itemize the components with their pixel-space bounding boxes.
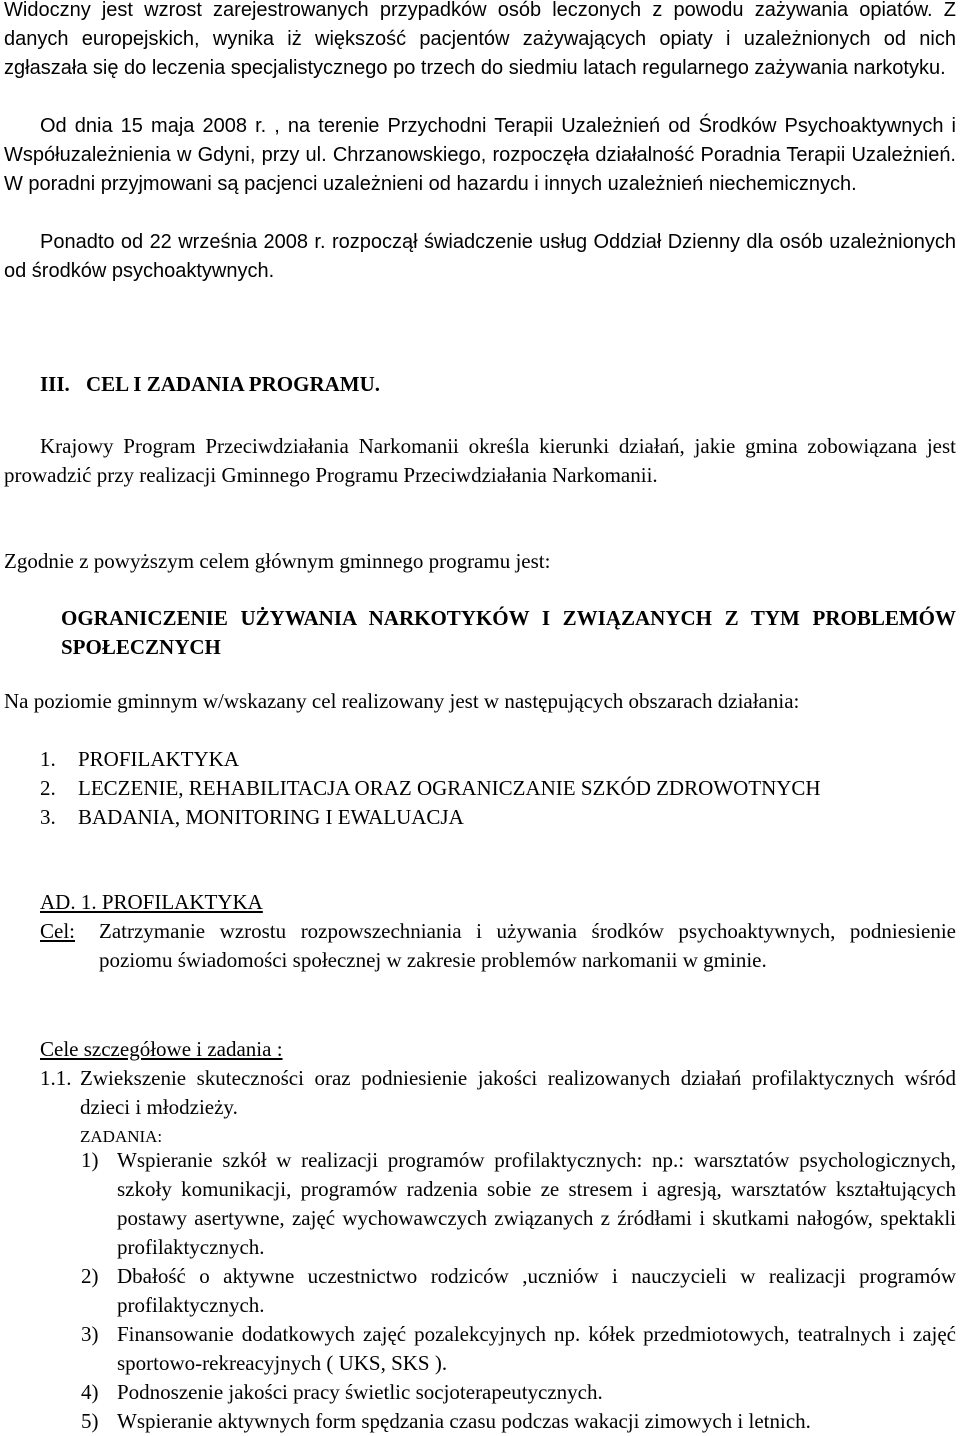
list-item: 2) Dbałość o aktywne uczestnictwo rodziców ,uczniów i nauczycieli w realizacji programów profilaktycznych.: [81, 1264, 956, 1317]
section-paragraph-1: Krajowy Program Przeciwdziałania Narkomanii określa kierunki działań, jakie gmina zobowiązana jest prowadzić przy realizacji Gminnego Programu Przeciwdziałania Narkomanii.: [4, 434, 956, 487]
specific-goal-number: 1.1.: [40, 1066, 72, 1090]
areas-list: [4, 745, 821, 832]
goal-text: Zatrzymanie wzrostu rozpowszechniania i używania środków psychoaktywnych, podniesienie poziomu świadomości społecznej w zakresie problemów narkomanii w gminie.: [99, 919, 956, 972]
areas-intro: Na poziomie gminnym w/wskazany cel realizowany jest w następujących obszarach działania:: [4, 689, 800, 713]
list-item: 1. PROFILAKTYKA: [40, 747, 240, 771]
intro-paragraph-1: Widoczny jest wzrost zarejestrowanych przypadków osób leczonych z powodu zażywania opiatów. Z danych europejskich, wynika iż większość pacjentów zażywających opiaty i uzależnionych od nich zgłaszała się do leczenia specjalistycznego po trzech do siedmiu latach regularnego zażywania narkotyku.: [4, 0, 956, 79]
section-number: III.: [40, 372, 70, 396]
specific-goal-text: Zwiekszenie skuteczności oraz podniesienie jakości realizowanych działań profilaktycznych wśród dzieci i młodzieży.: [80, 1066, 956, 1119]
section-heading: [40, 370, 380, 399]
list-item: 3. BADANIA, MONITORING I EWALUACJA: [40, 805, 464, 829]
list-item: 1) Wspieranie szkół w realizacji programów profilaktycznych: np.: warsztatów psychologicznych, szkoły komunikacji, programów radzenia sobie ze stresem i agresją, warsztatów kształtujących postawy asertywne, zajęć wychowawczych związanych z źródłami i skutkami nałogów, spektakli profilaktycznych.: [81, 1148, 956, 1259]
list-item: 2. LECZENIE, REHABILITACJA ORAZ OGRANICZANIE SZKÓD ZDROWOTNYCH: [40, 776, 821, 800]
intro-paragraph-3: Ponadto od 22 września 2008 r. rozpoczął świadczenie usług Oddział Dzienny dla osób uzależnionych od środków psychoaktywnych.: [4, 231, 956, 282]
tasks-list: [4, 1146, 956, 1436]
tasks-label: ZADANIA:: [80, 1127, 163, 1146]
main-goal: OGRANICZENIE UŻYWANIA NARKOTYKÓW I ZWIĄZANYCH Z TYM PROBLEMÓW SPOŁECZNYCH: [61, 606, 956, 659]
list-item: 5) Wspieranie aktywnych form spędzania czasu podczas wakacji zimowych i letnich.: [81, 1409, 811, 1433]
specific-goals-heading: Cele szczegółowe i zadania :: [40, 1037, 283, 1061]
goal-label: Cel:: [40, 919, 75, 943]
list-item: 4) Podnoszenie jakości pracy świetlic socjoterapeutycznych.: [81, 1380, 603, 1404]
list-item: 3) Finansowanie dodatkowych zajęć pozalekcyjnych np. kółek przedmiotowych, teatralnych i zajęć sportowo-rekreacyjnych ( UKS, SKS ).: [81, 1322, 956, 1375]
ad1-goal: [4, 917, 956, 975]
specific-goal-1-1: [4, 1064, 956, 1122]
section-paragraph-2: Zgodnie z powyższym celem głównym gminnego programu jest:: [4, 549, 551, 573]
section-title: CEL I ZADANIA PROGRAMU.: [86, 372, 381, 396]
intro-paragraph-2: Od dnia 15 maja 2008 r. , na terenie Przychodni Terapii Uzależnień od Środków Psychoaktywnych i Współuzależnienia w Gdyni, przy ul. Chrzanowskiego, rozpoczęła działalność Poradnia Terapii Uzależnień. W poradni przyjmowani są pacjenci uzależnieni od hazardu i innych uzależnień niechemicznych.: [4, 115, 956, 195]
ad1-heading: AD. 1. PROFILAKTYKA: [40, 890, 263, 914]
